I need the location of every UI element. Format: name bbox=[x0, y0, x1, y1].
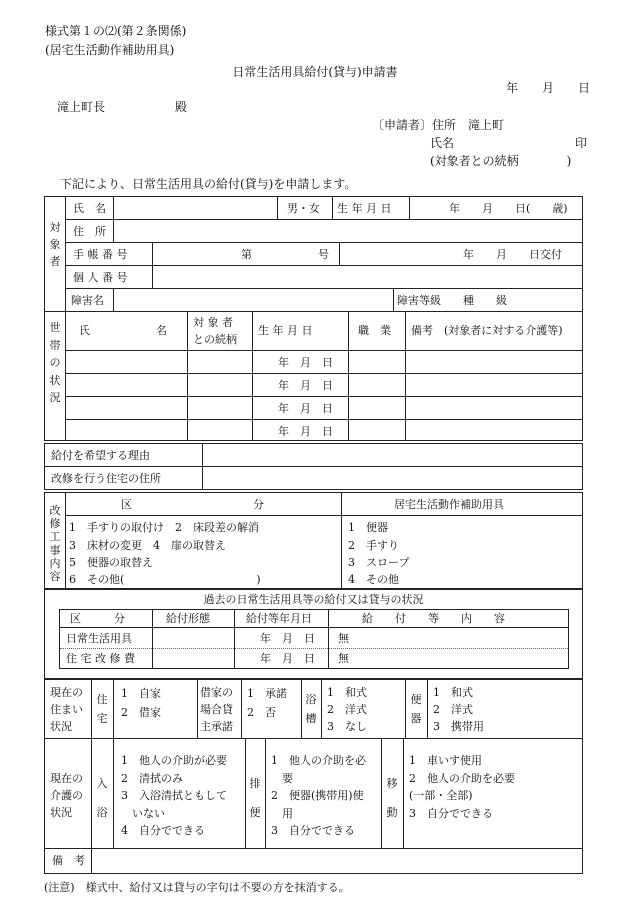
honorific: 殿 bbox=[175, 100, 188, 114]
renovation-col-equipment: 居宅生活動作補助用具 bbox=[394, 498, 504, 511]
past-col-date: 給付等年月日 bbox=[246, 612, 312, 625]
housing-bath-options[interactable]: 1 和式 2 洋式 3 なし bbox=[327, 686, 367, 734]
care-bath-label: 入 浴 bbox=[96, 777, 108, 819]
housing-rent-label: 借家の 場合貸 主承諾 bbox=[200, 686, 233, 734]
past-col-division: 区 分 bbox=[70, 612, 125, 625]
household-side-label: 世 帯 の 状 況 bbox=[49, 321, 61, 405]
past-row-label: 住 宅 改 修 費 bbox=[66, 652, 135, 665]
past-col-content: 給 付 等 内 容 bbox=[362, 612, 505, 625]
past-col-form: 給付形態 bbox=[166, 612, 210, 625]
household-col-notes: 備考 (対象者に対する介護等) bbox=[411, 324, 563, 337]
handbook-label: 手 帳 番 号 bbox=[73, 248, 128, 261]
care-bath-options[interactable]: 1 他人の介助が必要 2 清拭のみ 3 入浴清拭ともして いない 4 自分でできる bbox=[121, 754, 227, 838]
housing-toilet-label: 便 器 bbox=[410, 693, 422, 725]
household-row-date[interactable]: 年 月 日 bbox=[278, 425, 333, 438]
status-section bbox=[44, 679, 583, 874]
housing-house-options[interactable]: 1 自家 2 借家 bbox=[121, 687, 161, 719]
date-line: 年 月 日 bbox=[506, 81, 591, 95]
past-section bbox=[44, 589, 583, 679]
equipment-item[interactable]: 1 便器 bbox=[348, 521, 388, 534]
disability-grade-label[interactable]: 障害等級 種 級 bbox=[397, 294, 507, 307]
household-col-birth: 生 年 月 日 bbox=[258, 324, 313, 337]
form-subtitle: (居宅生活動作補助用具) bbox=[45, 43, 175, 57]
past-table bbox=[59, 609, 569, 669]
household-col-job: 職 業 bbox=[358, 324, 391, 337]
applicant-name-label: 氏名 bbox=[430, 136, 455, 150]
care-excretion-options[interactable]: 1 他人の介助を必 要 2 便器(携帯用)使 用 3 自分でできる bbox=[271, 754, 366, 838]
reason-field[interactable] bbox=[207, 447, 577, 463]
past-row-label: 日常生活用具 bbox=[66, 632, 132, 645]
household-col-relation-2: との続柄 bbox=[193, 333, 237, 346]
household-col-relation-1: 対 象 者 bbox=[193, 316, 233, 329]
personal-number-field[interactable] bbox=[155, 269, 575, 285]
household-row-date[interactable]: 年 月 日 bbox=[278, 402, 333, 415]
housing-bath-label: 浴 槽 bbox=[305, 693, 317, 725]
remarks-label: 備 考 bbox=[52, 854, 85, 867]
birth-label: 生 年 月 日 bbox=[337, 202, 392, 215]
equipment-item[interactable]: 2 手すり bbox=[348, 539, 399, 552]
renovation-side-label: 改 修 工 事 内 容 bbox=[49, 504, 61, 583]
subject-household-section bbox=[44, 196, 583, 441]
renovation-address-label: 改修を行う住宅の住所 bbox=[51, 472, 161, 485]
reason-section bbox=[44, 443, 583, 490]
housing-toilet-options[interactable]: 1 和式 2 洋式 3 携帯用 bbox=[433, 686, 484, 734]
issue-date[interactable]: 年 月 日交付 bbox=[463, 248, 562, 261]
subject-side-label: 対 象 者 bbox=[49, 221, 61, 269]
reason-label: 給付を希望する理由 bbox=[51, 449, 150, 462]
addressee: 滝上町長 bbox=[57, 100, 106, 114]
form-title: 日常生活用具給付(貸与)申請書 bbox=[232, 65, 398, 79]
relationship-line: (対象者との続柄 ) bbox=[430, 154, 572, 168]
renovation-address-field[interactable] bbox=[207, 470, 577, 486]
care-label: 現在の 介護の 状況 bbox=[50, 772, 83, 820]
remarks-field[interactable] bbox=[95, 852, 575, 868]
handbook-number[interactable]: 第 号 bbox=[241, 248, 329, 261]
renovation-item[interactable]: 6 その他( ) bbox=[69, 573, 261, 586]
care-move-options[interactable]: 1 車いす使用 2 他人の介助を必要 (一部・全部) 3 自分でできる bbox=[409, 754, 515, 820]
housing-label: 現在の 住まい 状況 bbox=[50, 686, 83, 734]
seal-mark: 印 bbox=[575, 136, 588, 150]
applicant-address: 〔申請者〕住所 滝上町 bbox=[372, 118, 505, 132]
renovation-col-division: 区 分 bbox=[121, 498, 264, 511]
past-row-content[interactable]: 無 bbox=[338, 652, 349, 665]
renovation-item[interactable]: 3 床材の変更 4 扉の取替え bbox=[69, 539, 226, 552]
past-title: 過去の日常生活用具等の給付又は貸与の状況 bbox=[203, 593, 424, 606]
equipment-item[interactable]: 3 スロープ bbox=[348, 556, 410, 569]
renovation-section bbox=[44, 492, 583, 589]
housing-rent-options[interactable]: 1 承諾 2 否 bbox=[247, 687, 287, 719]
past-row-date[interactable]: 年 月 日 bbox=[260, 652, 315, 665]
household-row-date[interactable]: 年 月 日 bbox=[278, 356, 333, 369]
household-col-name: 氏 名 bbox=[79, 324, 167, 337]
address-label: 住 所 bbox=[73, 225, 106, 238]
intro-text: 下記により、日常生活用具の給付(貸与)を申請します。 bbox=[60, 177, 357, 191]
renovation-item[interactable]: 1 手すりの取付け 2 床段差の解消 bbox=[69, 521, 259, 534]
equipment-item[interactable]: 4 その他 bbox=[348, 573, 399, 586]
renovation-item[interactable]: 5 便器の取替え bbox=[69, 556, 153, 569]
personal-number-label: 個 人 番 号 bbox=[73, 271, 128, 284]
care-excretion-label: 排 便 bbox=[249, 777, 261, 819]
care-move-label: 移 動 bbox=[386, 777, 398, 819]
household-row-date[interactable]: 年 月 日 bbox=[278, 379, 333, 392]
address-field[interactable] bbox=[115, 223, 575, 239]
form-number: 様式第１の⑵(第２条関係) bbox=[45, 24, 187, 38]
footnote: (注意) 様式中、給付又は貸与の字句は不要の方を抹消する。 bbox=[44, 881, 350, 894]
sex-options[interactable]: 男・女 bbox=[287, 202, 320, 215]
birth-value[interactable]: 年 月 日( 歳) bbox=[449, 202, 568, 215]
disability-name-label: 障害名 bbox=[71, 294, 104, 307]
name-field[interactable] bbox=[115, 200, 275, 216]
name-label: 氏 名 bbox=[73, 202, 106, 215]
past-row-content[interactable]: 無 bbox=[338, 632, 349, 645]
housing-house-label: 住 宅 bbox=[96, 693, 108, 725]
past-row-date[interactable]: 年 月 日 bbox=[260, 632, 315, 645]
